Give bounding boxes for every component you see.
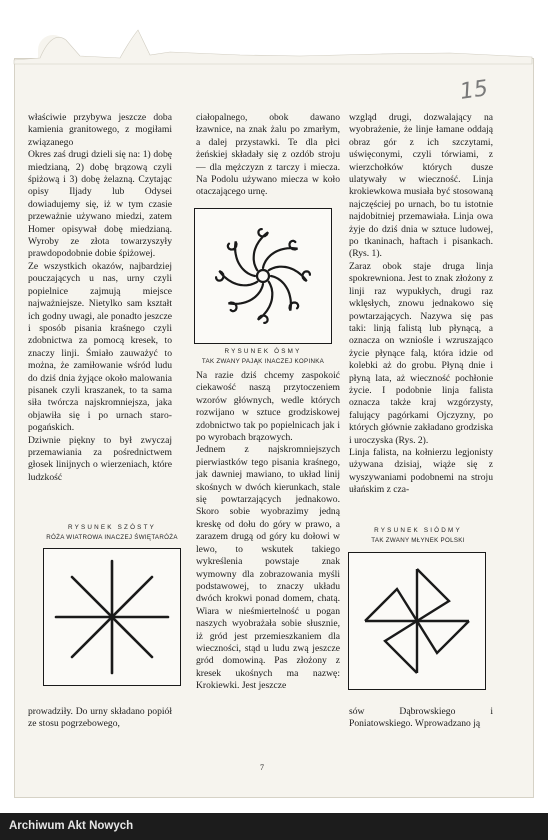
- body-text: Na razie dziś chcemy zaspokoić ciekawość naszą przytoczeniem wzorów głównych, wedle których rozwijano w sztuce grodziskowej zdobnictwo tak po popielnicach jak i po wyrobach brązowych. Jednem z najskromniejszych pierwiastków tego pisania kraśnego, jak dawniej mawiano, to układ linij skośnych w dwóch kierunkach, stale się powtarzających jednakowo. Skoro sobie wyobrazimy jedną kreskę od dołu do góry w prawo, a zarazem drugą od góry ku dołowi w lewo, to wskutek takiego wykreślenia powstaje znak wymowny dla zobrazowania myśli podstawowej, to znaczy układu dwóch krokwi ponad domem, chatą. Wiara w nieśmiertelność u pogan naszych wyobrażała sobie słusznie, iż gród jest przemieszkaniem dla wieczności, stąd u ludu zwą jeszcze gród domowiną. Pas złożony z kresek ukośnych ma nazwę: Krokiewki. Jest jeszcze: [196, 370, 340, 692]
- pajak-arm: [254, 229, 268, 270]
- body-text-lower-left: prowadziły. Do urny składano popiół ze stosu pogrzebowego,: [28, 706, 172, 730]
- wind-rose-icon: [44, 549, 180, 685]
- pajak-arm: [229, 284, 264, 311]
- pajak-arm: [258, 282, 272, 323]
- torn-paper-edge: [0, 0, 548, 70]
- figure-roza-wiatrowa: [43, 548, 181, 686]
- text-column-3: [349, 112, 493, 497]
- figure-caption: RYSUNEK ÓSMY: [224, 348, 302, 355]
- body-text: właściwie przybywa jeszcze doba kamienia granitowego, z mogiłami związanego Okres zaś drugi dzieli się na: 1) dobę miedzianą, 2) dobę brązową czyli śpiżową i 3) dobę żelazną. Czytając opisy Iljady lub Odysei dowiadujemy się, iż w tym czasie przeważnie używano miedzi, zatem Homer opisywał dobę miedzianą. Wyroby ze złota towarzyszyły prawdopodobnie dobie śpiżowej. Ze wszystkich okazów, najbardziej pouczających u nas, urny czyli popielnice zajmują miejsce najważniejsze. Nietylko sam kształt ich godny uwagi, ale ponadto jeszcze i sposób pisania kraśnego czyli zdobnictwa za pomocą kresek, to znaczy linji. Śmiało zauważyć to można, że zamiłowanie wśród ludu do dziś dnia żyjące około malowania pisanek czyli kraszanek, to ta sama siła twórcza najskromniejsza, jaka objawiła się i po urnach staro-pogańskich. Dziwnie piękny to był zwyczaj przemawiania za pośrednictwem głosek linijnych o wierzeniach, które ludzkość: [28, 112, 172, 483]
- archive-label: Archiwum Akt Nowych: [9, 820, 134, 832]
- figure-subcaption: TAK ZWANY MŁYNEK POLSKI: [371, 537, 465, 544]
- archive-footer: [0, 813, 548, 840]
- figure-caption: RYSUNEK SIÓDMY: [374, 527, 462, 534]
- pajak-arm: [271, 276, 298, 311]
- figure-subcaption: RÓŻA WIATROWA INACZEJ ŚWIĘTARÓŻA: [46, 534, 178, 541]
- figure-caption: RYSUNEK SZÓSTY: [67, 524, 157, 531]
- figure-pajak: [194, 208, 332, 344]
- body-text: ciałopalnego, obok dawano łzawnice, na znak żalu po zmarłym, a dalej przystawki. Te dla płci żeńskiej składały się z ozdób stroju — dla mężczyzn z tarczy i miecza. Na Podolu używano miecza w koło otaczającego urnę.: [196, 112, 340, 198]
- body-text: wzgląd drugi, dozwalający na wyobrażenie, że linje łamane oddają obraz gór z ich szczytami, uświęconymi, czyli tórwiami, z wierzchołków których dusze ulatywały w wieczność. Linja krokiewkowa musiała być stosowaną najczęściej po urnach, bo tu istotnie najdobitniej przemawiała. Linja owa żyje do dziś dnia w sztuce ludowej, po tkaninach, haftach i pisankach. (Rys. 1). Zaraz obok staje druga linja spokrewniona. Jest to znak złożony z linji raz wypukłych, drugi raz wklęsłych, znowu jednakowo się powtarzających. Nazywa się pas taki: linją falistą lub płynącą, a oznacza on wzniośle i wzruszająco życie płynące falą, która idzie od kolebki aż do grobu. Płyną dnie i płyną lata, aż wieczność pochłonie życie. I podobnie linja falista oznacza także kraj wzgórzysty, falujący pagórkami Ojczyzny, po których głównie zakładano grodziska i uroczyska (Rys. 2). Linja falista, na kołnierzu legjonisty używana dzisiaj, wiąże się z wyszywaniami podobnemi na stroju ułańskim z cza-: [349, 112, 493, 496]
- pajak-spiral-icon: [195, 209, 331, 343]
- pajak-arm: [269, 267, 310, 281]
- text-column-2-continued: [196, 370, 340, 693]
- text-column-2: [196, 112, 340, 199]
- text-column-1: [28, 112, 172, 484]
- page-number: 7: [260, 763, 264, 772]
- pajak-arm: [263, 241, 298, 268]
- figure-mlynek: [348, 552, 486, 690]
- handwritten-page-mark: 15: [458, 76, 490, 105]
- body-text-lower-right: sów Dąbrowskiego i Poniatowskiego. Wprowadzano ją: [349, 706, 493, 730]
- figure-subcaption: TAK ZWANY PAJĄK INACZEJ KOPINKA: [201, 358, 325, 365]
- pajak-arm: [216, 271, 257, 285]
- mlynek-star-icon: [349, 553, 485, 689]
- pajak-arm: [228, 242, 255, 277]
